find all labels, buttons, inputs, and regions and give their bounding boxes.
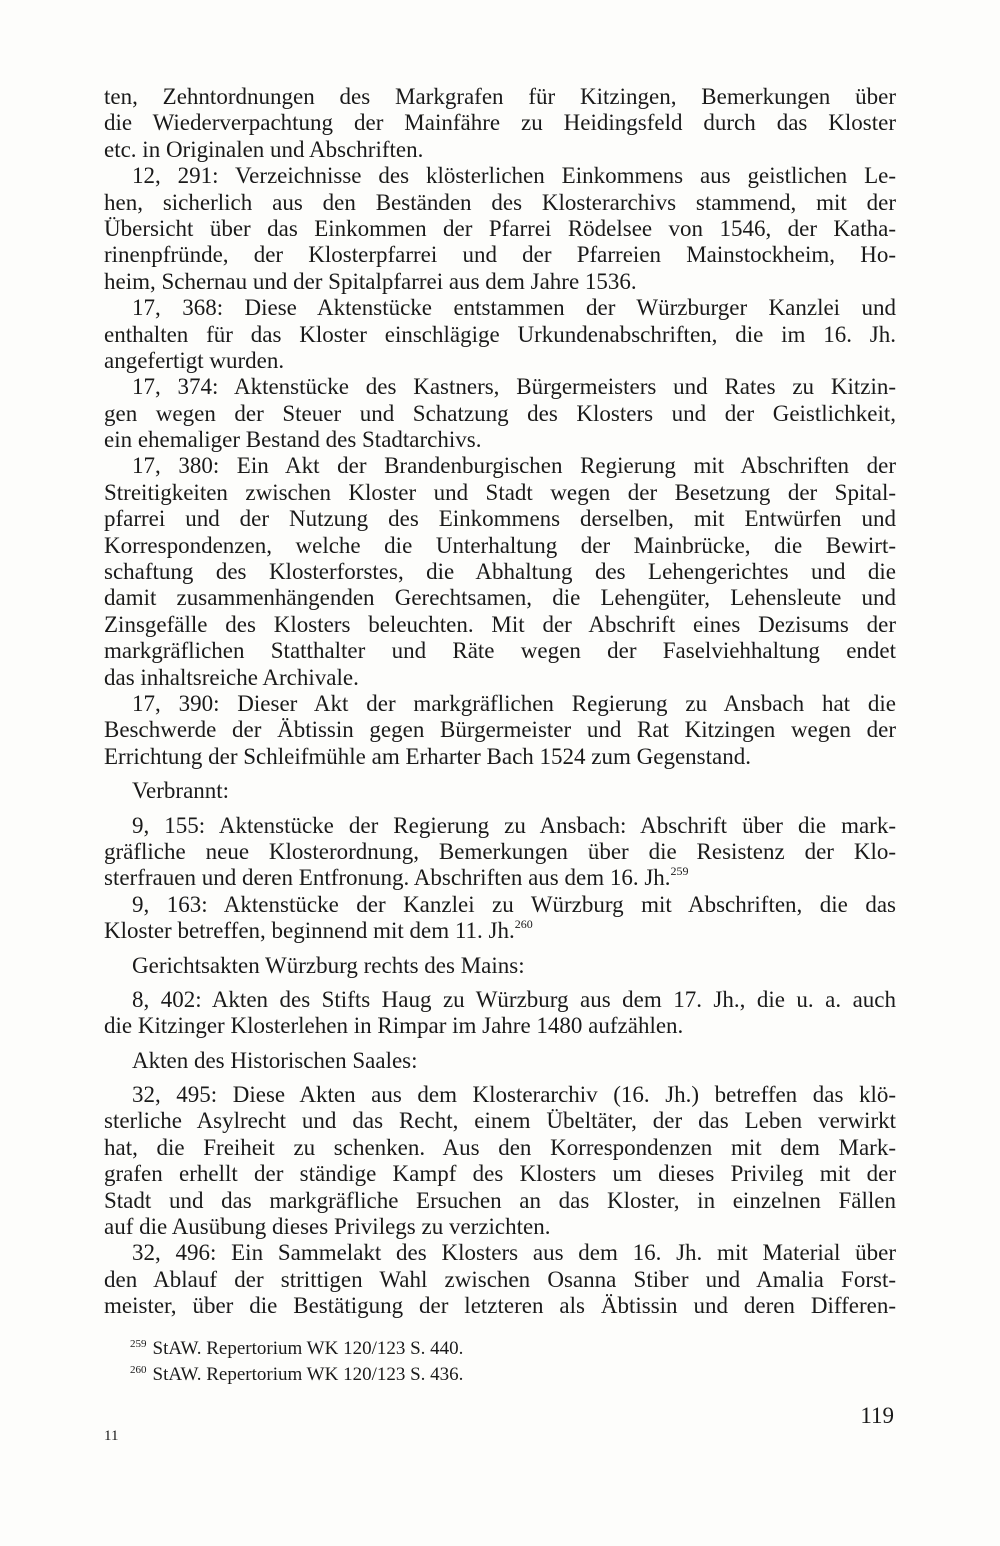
text-line: meister, über die Bestätigung der letzteren als Äbtissin und deren Differen- <box>104 1293 896 1319</box>
body-text <box>104 84 896 1320</box>
text-line: gen wegen der Steuer und Schatzung des Klosters und der Geistlichkeit, <box>104 400 896 426</box>
footnote <box>130 1336 630 1362</box>
text-line: Errichtung der Schleifmühle am Erharter Bach 1524 zum Gegenstand. <box>104 743 751 769</box>
entry-start-17-368: 17, 368: Diese Aktenstücke entstammen der Würzburger Kanzlei und <box>132 295 896 321</box>
footnote-ref-260: 260 <box>514 917 533 932</box>
text-line: das inhaltsreiche Archivale. <box>104 664 359 690</box>
text-line: heim, Schernau und der Spitalpfarrei aus dem Jahre 1536. <box>104 268 637 294</box>
entry-start-9-163: 9, 163: Aktenstücke der Kanzlei zu Würzburg mit Abschriften, die das <box>132 891 896 917</box>
text-line-content: Kloster betreffen, beginnend mit dem 11. Jh. <box>104 918 515 944</box>
text-line <box>104 918 896 944</box>
footnote-text: StAW. Repertorium WK 120/123 S. 440. <box>152 1338 464 1359</box>
footnote-number: 259 <box>130 1338 147 1350</box>
text-line: Übersicht über das Einkommen der Pfarrei Rödelsee von 1546, der Katha- <box>104 215 896 241</box>
text-line: Korrespondenzen, welche die Unterhaltung der Mainbrücke, die Bewirt- <box>104 532 896 558</box>
entry-start-17-380: 17, 380: Ein Akt der Brandenburgischen Regierung mit Abschriften der <box>132 453 896 479</box>
text-line: rinenpfründe, der Klosterpfarrei und der Pfarreien Mainstockheim, Ho- <box>104 242 896 268</box>
text-line: auf die Ausübung dieses Privilegs zu verzichten. <box>104 1214 551 1240</box>
text-line: pfarrei und der Nutzung des Einkommens derselben, mit Entwürfen und <box>104 506 896 532</box>
footnote-text: StAW. Repertorium WK 120/123 S. 436. <box>152 1364 464 1385</box>
text-line: ein ehemaliger Bestand des Stadtarchivs. <box>104 427 482 453</box>
footnotes <box>130 1336 630 1388</box>
text-line: damit zusammenhängenden Gerechtsamen, die Lehengüter, Lehensleute und <box>104 585 896 611</box>
entry-start-32-495: 32, 495: Diese Akten aus dem Klosterarchiv (16. Jh.) betreffen das klö- <box>132 1082 896 1108</box>
text-line: ten, Zehntordnungen des Markgrafen für Kitzingen, Bemerkungen über <box>104 84 896 109</box>
text-line: Streitigkeiten zwischen Kloster und Stadt wegen der Besetzung der Spital- <box>104 479 896 505</box>
text-line: etc. in Originalen und Abschriften. <box>104 136 424 162</box>
text-line: schaftung des Klosterforstes, die Abhaltung des Lehengerichtes und die <box>104 559 896 585</box>
text-line-content: sterfrauen und deren Entfronung. Abschriften aus dem 16. Jh. <box>104 865 671 891</box>
text-line: sterliche Asylrecht und das Recht, einem Übeltäter, der das Leben verwirkt <box>104 1108 896 1134</box>
entry-start-17-374: 17, 374: Aktenstücke des Kastners, Bürgermeisters und Rates zu Kitzin- <box>132 374 896 400</box>
text-line: den Ablauf der strittigen Wahl zwischen Osanna Stiber und Amalia Forst- <box>104 1266 896 1292</box>
footnote-number: 260 <box>130 1364 147 1376</box>
text-line: grafen erhellt der ständige Kampf des Klosters um dieses Privileg mit der <box>104 1161 896 1187</box>
printer-signature: 11 <box>104 1428 119 1444</box>
section-heading-historischer-saal: Akten des Historischen Saales: <box>132 1047 418 1073</box>
text-line: hen, sicherlich aus den Beständen des Klosterarchivs stammend, mit der <box>104 189 896 215</box>
footnote-ref-259: 259 <box>670 864 689 879</box>
text-line: enthalten für das Kloster einschlägige Urkundenabschriften, die im 16. Jh. <box>104 321 896 347</box>
entry-start-12-291: 12, 291: Verzeichnisse des klösterlichen Einkommens aus geistlichen Le- <box>132 163 896 189</box>
text-line: die Wiederverpachtung der Mainfähre zu Heidingsfeld durch das Kloster <box>104 110 896 136</box>
text-line: die Kitzinger Klosterlehen in Rimpar im Jahre 1480 aufzählen. <box>104 1013 684 1039</box>
page-number: 119 <box>860 1403 894 1428</box>
text-line: Beschwerde der Äbtissin gegen Bürgermeister und Rat Kitzingen wegen der <box>104 717 896 743</box>
text-line: Zinsgefälle des Klosters beleuchten. Mit der Abschrift eines Dezisums der <box>104 611 896 637</box>
section-heading-gerichtsakten: Gerichtsakten Würzburg rechts des Mains: <box>132 952 525 978</box>
entry-start-8-402: 8, 402: Akten des Stifts Haug zu Würzburg aus dem 17. Jh., die u. a. auch <box>132 986 896 1012</box>
text-line: markgräflichen Statthalter und Räte wegen der Faselviehhaltung endet <box>104 638 896 664</box>
section-heading-verbrannt: Verbrannt: <box>132 778 230 804</box>
text-line: gräfliche neue Klosterordnung, Bemerkungen über die Resistenz der Klo- <box>104 838 896 864</box>
text-line: angefertigt wurden. <box>104 347 285 373</box>
entry-start-17-390: 17, 390: Dieser Akt der markgräflichen Regierung zu Ansbach hat die <box>132 690 896 716</box>
footnote <box>130 1362 630 1388</box>
text-line: Stadt und das markgräfliche Ersuchen an das Kloster, in einzelnen Fällen <box>104 1187 896 1213</box>
text-line: hat, die Freiheit zu schenken. Aus den Korrespondenzen mit dem Mark- <box>104 1134 896 1160</box>
entry-start-32-496: 32, 496: Ein Sammelakt des Klosters aus dem 16. Jh. mit Material über <box>132 1240 896 1266</box>
entry-start-9-155: 9, 155: Aktenstücke der Regierung zu Ansbach: Abschrift über die mark- <box>132 812 896 838</box>
text-line <box>104 865 896 891</box>
